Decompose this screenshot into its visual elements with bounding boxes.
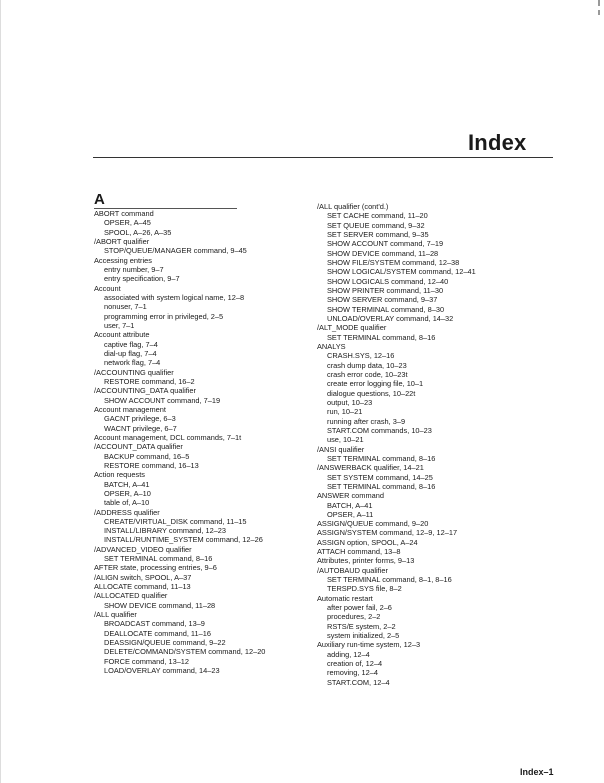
index-subentry: associated with system logical name, 12–8 xyxy=(104,292,245,302)
index-subentry: network flag, 7–4 xyxy=(104,358,161,368)
index-subentry: SHOW TERMINAL command, 8–30 xyxy=(327,304,445,314)
index-entry: /ADVANCED_VIDEO qualifier xyxy=(94,544,192,554)
index-entry: /ALT_MODE qualifier xyxy=(317,323,387,333)
index-subentry: SET TERMINAL command, 8–16 xyxy=(327,332,436,342)
index-subentry: SHOW SERVER command, 9–37 xyxy=(327,295,438,305)
index-entry: ASSIGN option, SPOOL, A–24 xyxy=(317,537,418,547)
index-subentry: START.COM, 12–4 xyxy=(327,677,390,687)
index-subentry: create error logging file, 10–1 xyxy=(327,379,424,389)
index-entry: /ABORT qualifier xyxy=(94,236,150,246)
index-subentry: entry specification, 9–7 xyxy=(104,274,180,284)
index-subentry: run, 10–21 xyxy=(327,407,363,417)
index-subentry: adding, 12–4 xyxy=(327,649,370,659)
index-entry: /ALL qualifier (cont'd.) xyxy=(317,202,389,211)
index-subentry: WACNT privilege, 6–7 xyxy=(104,423,177,433)
index-subentry: use, 10–21 xyxy=(327,435,364,445)
index-subentry: captive flag, 7–4 xyxy=(104,339,158,349)
index-subentry: SET CACHE command, 11–20 xyxy=(327,211,428,221)
index-entry: ANSWER command xyxy=(317,491,384,501)
index-subentry: GACNT privilege, 6–3 xyxy=(104,414,176,424)
index-subentry: SET TERMINAL command, 8–16 xyxy=(327,453,436,463)
index-entry: /ALLOCATED qualifier xyxy=(94,591,168,601)
scan-mark xyxy=(598,10,600,15)
index-subentry: OPSER, A–11 xyxy=(327,509,374,519)
index-subentry: SHOW DEVICE command, 11–28 xyxy=(327,248,439,258)
index-entry: Attributes, printer forms, 9–13 xyxy=(317,556,415,566)
index-subentry: BACKUP command, 16–5 xyxy=(104,451,190,461)
index-subentry: SHOW FILE/SYSTEM command, 12–38 xyxy=(327,257,460,267)
index-subentry: SHOW PRINTER command, 11–30 xyxy=(327,285,444,295)
index-subentry: FORCE command, 13–12 xyxy=(104,656,190,666)
index-subentry: SET TERMINAL command, 8–16 xyxy=(104,554,213,564)
index-subentry: after power fail, 2–6 xyxy=(327,603,392,613)
index-subentry: BATCH, A–41 xyxy=(104,479,150,489)
index-entry: /ADDRESS qualifier xyxy=(94,507,160,517)
index-subentry: CRASH.SYS, 12–16 xyxy=(327,351,395,361)
index-subentry: RESTORE command, 16–2 xyxy=(104,376,195,386)
index-subentry: INSTALL/LIBRARY command, 12–23 xyxy=(104,526,227,536)
index-column-right xyxy=(317,202,476,687)
index-subentry: SPOOL, A–26, A–35 xyxy=(104,227,172,237)
index-subentry: crash dump data, 10–23 xyxy=(327,360,407,370)
index-entry: ASSIGN/QUEUE command, 9–20 xyxy=(317,519,429,529)
scan-mark xyxy=(598,0,600,6)
index-subentry: DELETE/COMMAND/SYSTEM command, 12–20 xyxy=(104,647,266,657)
index-subentry: dialogue questions, 10–22t xyxy=(327,388,416,398)
index-subentry: RESTORE command, 16–13 xyxy=(104,460,199,470)
index-entry: ANALYS xyxy=(317,341,346,351)
index-subentry: running after crash, 3–9 xyxy=(327,416,406,426)
index-entry: Account xyxy=(94,283,121,293)
index-entry: Accessing entries xyxy=(94,255,152,265)
index-subentry: DEASSIGN/QUEUE command, 9–22 xyxy=(104,638,226,648)
index-subentry: SET TERMINAL command, 8–1, 8–16 xyxy=(327,575,452,585)
index-subentry: creation of, 12–4 xyxy=(327,659,383,669)
index-column-left xyxy=(94,209,265,675)
index-entry: Auxiliary run-time system, 12–3 xyxy=(317,640,421,650)
index-subentry: START.COM commands, 10–23 xyxy=(327,425,432,435)
index-subentry: SHOW ACCOUNT command, 7–19 xyxy=(104,395,221,405)
index-subentry: SHOW ACCOUNT command, 7–19 xyxy=(327,239,444,249)
index-entry: ABORT command xyxy=(94,209,154,218)
index-entry: /ANSI qualifier xyxy=(317,444,365,454)
index-subentry: dial-up flag, 7–4 xyxy=(104,348,157,358)
index-subentry: CREATE/VIRTUAL_DISK command, 11–15 xyxy=(104,516,247,526)
index-subentry: RSTS/E system, 2–2 xyxy=(327,621,396,631)
index-entry: ASSIGN/SYSTEM command, 12–9, 12–17 xyxy=(317,528,458,538)
index-subentry: UNLOAD/OVERLAY command, 14–32 xyxy=(327,313,454,323)
index-subentry: procedures, 2–2 xyxy=(327,612,381,622)
index-subentry: INSTALL/RUNTIME_SYSTEM command, 12–26 xyxy=(104,535,263,545)
page-title: Index xyxy=(468,130,527,155)
index-subentry: entry number, 9–7 xyxy=(104,264,164,274)
index-entry: /ACCOUNT_DATA qualifier xyxy=(94,442,183,452)
index-subentry: DEALLOCATE command, 11–16 xyxy=(104,628,211,638)
index-entry: /ACCOUNTING qualifier xyxy=(94,367,174,377)
index-entry: /ACCOUNTING_DATA qualifier xyxy=(94,386,196,396)
index-subentry: output, 10–23 xyxy=(327,397,373,407)
index-entry: /AUTOBAUD qualifier xyxy=(317,565,388,575)
index-subentry: user, 7–1 xyxy=(104,320,135,330)
index-subentry: SHOW LOGICAL/SYSTEM command, 12–41 xyxy=(327,267,476,277)
index-entry: Account management xyxy=(94,404,166,414)
index-entry: Account attribute xyxy=(94,330,150,340)
index-subentry: SHOW LOGICALS command, 12–40 xyxy=(327,276,449,286)
index-subentry: SET TERMINAL command, 8–16 xyxy=(327,481,436,491)
index-subentry: SET SERVER command, 9–35 xyxy=(327,229,429,239)
index-entry: AFTER state, processing entries, 9–6 xyxy=(94,563,217,573)
index-subentry: OPSER, A–10 xyxy=(104,488,151,498)
index-subentry: removing, 12–4 xyxy=(327,668,378,678)
index-entry: ALLOCATE command, 11–13 xyxy=(94,582,191,592)
index-subentry: OPSER, A–45 xyxy=(104,218,151,228)
index-subentry: TERSPD.SYS file, 8–2 xyxy=(327,584,402,594)
index-subentry: SET QUEUE command, 9–32 xyxy=(327,220,425,230)
scan-edge xyxy=(0,0,1,783)
title-rule xyxy=(93,157,553,158)
index-subentry: STOP/QUEUE/MANAGER command, 9–45 xyxy=(104,246,247,256)
index-entry: ATTACH command, 13–8 xyxy=(317,547,401,557)
index-entry: /ANSWERBACK qualifier, 14–21 xyxy=(317,463,424,473)
index-entry: /ALIGN switch, SPOOL, A–37 xyxy=(94,572,192,582)
index-entry: Account management, DCL commands, 7–1t xyxy=(94,432,242,442)
section-letter: A xyxy=(94,191,105,208)
index-subentry: BATCH, A–41 xyxy=(327,500,373,510)
index-subentry: crash error code, 10–23t xyxy=(327,369,408,379)
index-subentry: SHOW DEVICE command, 11–28 xyxy=(104,600,216,610)
index-subentry: table of, A–10 xyxy=(104,498,150,508)
index-subentry: LOAD/OVERLAY command, 14–23 xyxy=(104,666,220,676)
index-subentry: nonuser, 7–1 xyxy=(104,302,147,312)
index-subentry: system initialized, 2–5 xyxy=(327,631,400,641)
index-entry: Automatic restart xyxy=(317,593,373,603)
page-number: Index–1 xyxy=(520,767,554,777)
index-entry: Action requests xyxy=(94,470,145,480)
index-subentry: programming error in privileged, 2–5 xyxy=(104,311,224,321)
index-entry: /ALL qualifier xyxy=(94,610,137,620)
index-subentry: BROADCAST command, 13–9 xyxy=(104,619,205,629)
index-subentry: SET SYSTEM command, 14–25 xyxy=(327,472,433,482)
